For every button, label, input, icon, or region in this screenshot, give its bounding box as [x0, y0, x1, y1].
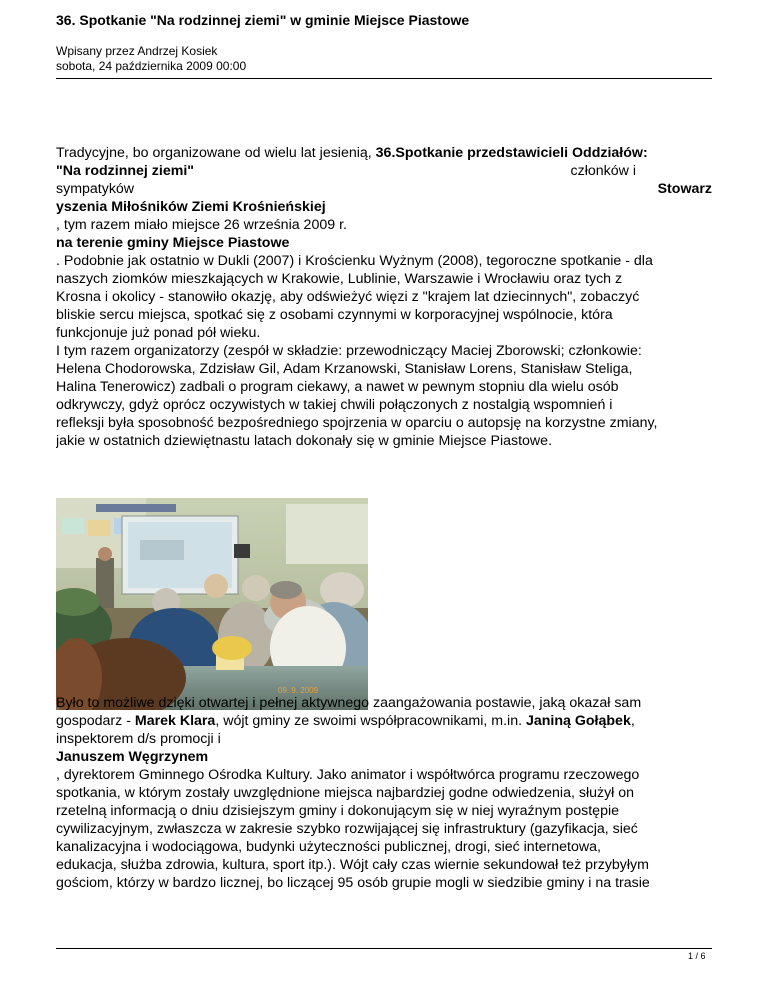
bold-text: Stowarz — [657, 181, 712, 197]
text-line: , tym razem miało miejsce 26 września 2009 r. — [56, 217, 347, 233]
bold-text: na terenie gminy Miejsce Piastowe — [56, 235, 290, 251]
text-line: cywilizacyjnym, zwłaszcza w zakresie szybko rozwijającej się infrastruktury (gazyfikacja, sieć — [56, 821, 638, 837]
text-line: refleksji była sposobność bezpośredniego spojrzenia w oparciu o autopsję na korzystne zmiany, — [56, 415, 658, 431]
text-line: jakie w ostatnich dziewiętnastu latach dokonały się w gminie Miejsce Piastowe. — [56, 433, 553, 449]
text-line: Było to możliwe dzięki otwartej i pełnej aktywnego zaangażowania postawie, jaką okazał sam — [56, 695, 642, 711]
text-line — [56, 162, 712, 180]
text-span: Tradycyjne, bo organizowane od wielu lat jesienią, — [56, 145, 376, 161]
meeting-photo — [56, 498, 368, 710]
text-line: kanalizacyjna i wodociągowa, budynki użyteczności publicznej, drogi, sieć internetowa, — [56, 839, 601, 855]
article-meta — [56, 44, 246, 74]
bold-text: Januszem Węgrzynem — [56, 749, 209, 765]
text-span: członków i — [570, 163, 636, 179]
text-line: Helena Chodorowska, Zdzisław Gil, Adam Krzanowski, Stanisław Lorens, Stanisław Steliga, — [56, 361, 633, 377]
bold-text: 36.Spotkanie przedstawicieli Oddziałów: — [375, 145, 648, 161]
text-span: gospodarz - — [56, 713, 135, 729]
bold-text: Marek Klara — [134, 713, 216, 729]
text-span: , — [630, 713, 635, 729]
text-line: funkcjonuje już ponad pół wieku. — [56, 325, 261, 341]
text-line: rzetelną informacją o dniu dzisiejszym gminy i dokonującym się w niej wyraźnym postępie — [56, 803, 620, 819]
bold-text: Janiną Gołąbek — [525, 713, 631, 729]
text-line: I tym razem organizatorzy (zespół w składzie: przewodniczący Maciej Zborowski; członkowie: — [56, 343, 642, 359]
page-number: 1 / 6 — [688, 951, 706, 961]
bold-text: "Na rodzinnej ziemi" — [56, 163, 195, 179]
text-line: bliskie sercu miejsca, spotkać się z osobami czynnymi w korporacyjnej wspólnocie, która — [56, 307, 613, 323]
text-line: . Podobnie jak ostatnio w Dukli (2007) i Krościenku Wyżnym (2008), tegoroczne spotkanie - dla — [56, 253, 653, 269]
author-line: Wpisany przez Andrzej Kosiek — [56, 44, 218, 58]
text-line — [56, 198, 712, 216]
text-line: gościom, którzy w bardzo licznej, bo liczącej 95 osób grupie mogli w siedzibie gminy i na trasie — [56, 875, 650, 891]
text-line: , dyrektorem Gminnego Ośrodka Kultury. Jako animator i współtwórca programu rzeczowego — [56, 767, 640, 783]
footer-divider — [56, 948, 712, 949]
text-line: Halina Tenerowicz) zadbali o program ciekawy, a nawet w pewnym stopniu dla wielu osób — [56, 379, 619, 395]
text-line — [56, 748, 712, 766]
article-paragraph-2 — [56, 694, 712, 892]
bold-text: yszenia Miłośników Ziemi Krośnieńskiej — [56, 199, 326, 215]
text-line: spotkania, w którym zostały uwzględnione miejsca najbardziej godne odwiedzenia, służył on — [56, 785, 635, 801]
header-divider — [56, 78, 712, 79]
page-title: 36. Spotkanie "Na rodzinnej ziemi" w gminie Miejsce Piastowe — [56, 12, 470, 28]
text-line — [56, 144, 712, 162]
text-line: naszych ziomków mieszkających w Krakowie, Lublinie, Warszawie i Wrocławiu oraz tych z — [56, 271, 623, 287]
text-line — [56, 234, 712, 252]
article-paragraph-1 — [56, 144, 712, 450]
text-span: sympatyków — [56, 181, 135, 197]
text-line: edukacja, służba zdrowia, kultura, sport itp.). Wójt cały czas wiernie sekundował też przybyłym — [56, 857, 649, 873]
date-line: sobota, 24 października 2009 00:00 — [56, 59, 247, 73]
text-line: odkrywczy, gdyż oprócz oczywistych w takiej chwili połączonych z nostalgią wspomnień i — [56, 397, 613, 413]
text-span: , wójt gminy ze swoimi współpracownikami, m.in. — [215, 713, 526, 729]
photo-date-stamp: 09. 9. 2009 — [278, 686, 319, 695]
text-line — [56, 180, 712, 198]
text-line — [56, 712, 712, 730]
text-line: inspektorem d/s promocji i — [56, 731, 221, 747]
text-line: Krosna i okolicy - stanowiło okazję, aby odświeżyć więzi z "krajem lat dziecinnych", zobaczyć — [56, 289, 640, 305]
